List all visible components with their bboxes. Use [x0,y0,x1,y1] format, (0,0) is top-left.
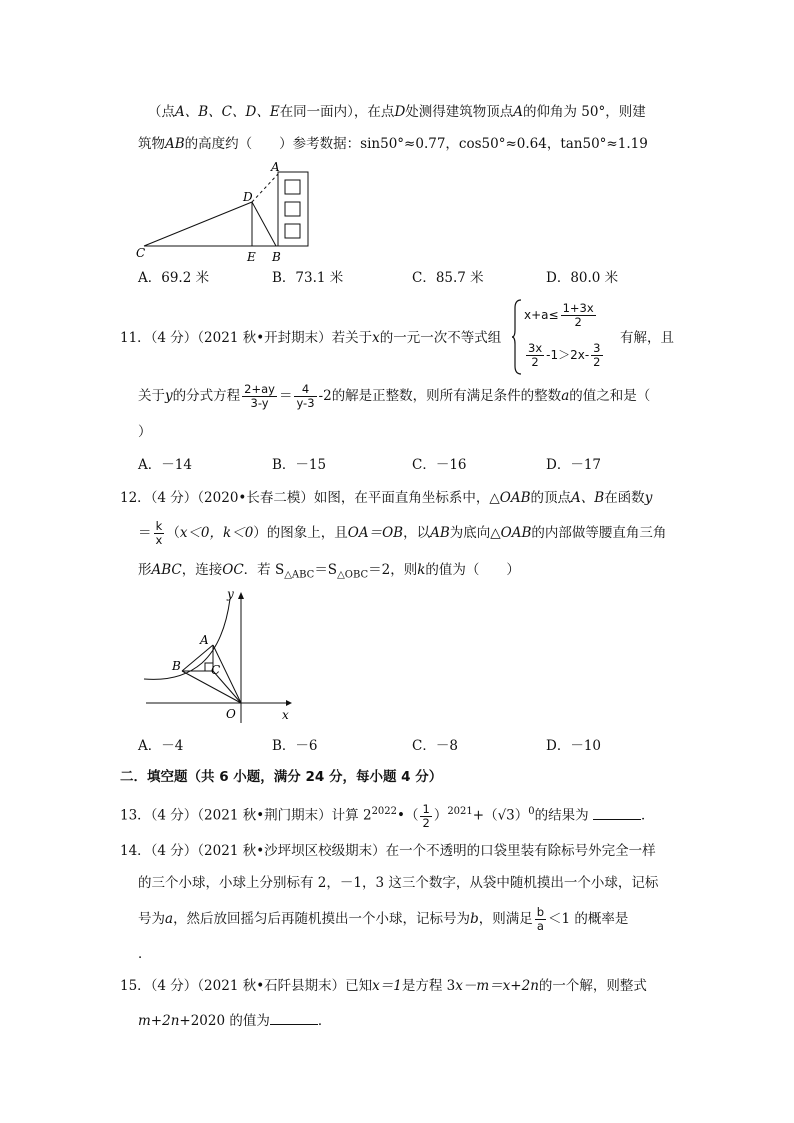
q10-option-d[interactable]: D．80.0 米 [546,270,619,286]
q10-option-b[interactable]: B．73.1 米 [272,270,344,286]
label-x: x [282,708,289,722]
q12-line1: 12．（4 分）（2020•长春二模）如图，在平面直角坐标系中，△OAB的顶点A、B在函数y [120,490,653,506]
q13-answer-blank[interactable] [593,805,641,820]
q10-option-a[interactable]: A．69.2 米 [138,270,210,286]
window-1 [285,180,300,194]
label-a: A [200,633,209,647]
q12-option-b[interactable]: B．－6 [272,738,318,754]
q15-line1: 15．（4 分）（2021 秋•石阡县期末）已知x＝1是方程 3x－m＝x+2n的一个解，则整式 [120,978,647,994]
x-axis-arrow [286,700,292,706]
q14-line2: 的三个小球，小球上分别标有 2，－1，3 这三个数字，从袋中随机摸出一个小球，记标 [138,875,659,891]
q15-answer-blank[interactable] [270,1010,318,1025]
q12-option-d[interactable]: D．－10 [546,738,602,754]
label-c: C [211,663,221,677]
q13-line: 13．（4 分）（2021 秋•荆门期末）计算 $2^{2022}•$（ $\frac{1}{2}$ ）$^{2021}+(√3)^0$的结果为 ． [120,801,655,830]
q11-option-c[interactable]: C．－16 [412,457,467,473]
q11-line3: ） [138,424,152,440]
line-da-dashed [252,174,278,202]
label-b: B [172,659,181,673]
line-db [252,202,276,246]
label-a: A [271,160,280,174]
q10-option-c[interactable]: C．85.7 米 [412,270,484,286]
label-c: C [136,246,146,260]
q10-figure [130,158,330,268]
q12-line3: 形ABC，连接OC．若 $S_{\triangle ABC}=S_{\triangle OBC}=2$，则k的值为（ ） [138,562,520,581]
label-b: B [272,250,281,264]
q12-figure [140,585,300,725]
label-y: y [227,587,234,601]
q14-line1: 14．（4 分）（2021 秋•沙坪坝区校级期末）在一个不透明的口袋里装有除标号外完全一样 [120,843,656,859]
label-d: D [243,190,253,204]
label-o: O [226,707,236,721]
window-3 [285,224,300,238]
y-axis-arrow [238,592,244,599]
q12-option-c[interactable]: C．－8 [412,738,458,754]
label-e: E [247,250,256,264]
building [278,172,308,246]
q14-line4: ． [138,946,152,962]
q10-line2: 筑物AB的高度约（ ）参考数据：sin50°≈0.77，cos50°≈0.64，tan50°≈1.19 [138,136,648,152]
q12-line2: ＝ $\frac{k}{x}$ （x＜0，k＜0）的图象上，且OA＝OB，以AB为底向△OAB的内部做等腰直角三角 [138,519,667,547]
window-2 [285,202,300,216]
q10-line1: （点A、B、C、D、E在同一面内），在点D处测得建筑物顶点A的仰角为 50°，则建 [148,104,646,120]
q11-option-d[interactable]: D．－17 [546,457,602,473]
q11-brace [511,298,523,376]
section-heading: 二．填空题（共 6 小题，满分 24 分，每小题 4 分） [120,769,443,785]
line-cd [144,202,252,246]
q11-ineq1: x+a≤ $\frac{1+3x}{2}$ [524,301,594,329]
q14-line3: 号为a，然后放回摇匀后再随机摸出一个小球，记标号为b，则满足 $\frac{b}{a}$ ＜1 的概率是 [138,905,629,933]
q11-line1: 11．（4 分）（2021 秋•开封期末）若关于x的一元一次不等式组 [120,330,502,346]
q12-option-a[interactable]: A．－4 [138,738,184,754]
q11-option-a[interactable]: A．－14 [138,457,192,473]
q11-ineq2: $\frac{3x}{2}$ -1＞2x- $\frac{3}{2}$ [528,341,601,369]
q15-line2: m+2n+2020 的值为 ． [138,1010,331,1031]
q11-line2: 关于y的分式方程 $\frac{2+ay}{3-y}$ ＝ $\frac{4}{y-3}$ -2的解是正整数，则所有满足条件的整数a的值之和是（ [138,382,651,410]
q11-line1-suffix: 有解，且 [620,330,674,346]
q11-option-b[interactable]: B．－15 [272,457,327,473]
